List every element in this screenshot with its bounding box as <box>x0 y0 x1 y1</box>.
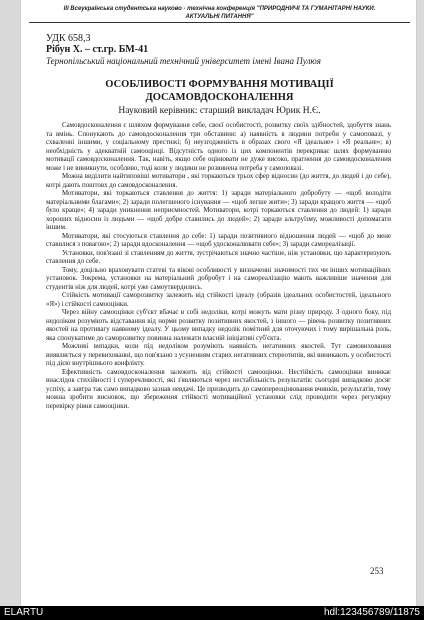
paragraph: Установки, пов'язані зі ставленням до життя, зустрічаються значно частіше, ніж установки, що характеризують ставлення до себе. <box>46 249 391 265</box>
article-title-line-1: ОСОБЛИВОСТІ ФОРМУВАННЯ МОТИВАЦІЇ <box>105 79 334 90</box>
scientific-supervisor: Науковий керівник: старший викладач Юрик Н.Є. <box>118 106 321 116</box>
author-name: Рібун Х. – ст.гр. БМ-41 <box>46 44 149 55</box>
conference-header-line-2: АКТУАЛЬНІ ПИТАННЯ" <box>185 13 254 20</box>
paragraph: Ефективність самовдосконалення залежить від стійкості самооцінки. Нестійкість самооцінки виникає внаслідок стихійності і суперечливості, які з'являються через нестабільність результатів: сьогодні випадково досяг успіху, а завтра так само випадково зазнав невдачі. Це призводить до самопереоцінювання вчинків, результатів, тому можна зробити висновок, що збереження стійкості мотиваційної установки слід проводити через регулярну перевірку рівня самооцінки. <box>46 368 391 410</box>
paragraph: Мотиватори, які стосуються ставлення до себе: 1) заради позитивного відношення людей — «щоб до мене ставилися з повагою»; 2) заради вдосконалення — «щоб удосконалювати себе»; 3) заради самореалізації. <box>46 232 391 248</box>
article-body <box>46 122 391 411</box>
document-page <box>20 0 417 606</box>
page-number: 253 <box>370 566 384 576</box>
paragraph: Тому, доцільно враховувати статеві та вікові особливості у визначенні значимості тих чи інших мотиваційних установок. Зокрема, установки на матеріальний добробут і на самореалізацію мають важливіше значення для студентів ніж для людей, котрі уже самоутвердились. <box>46 266 391 291</box>
article-title-line-2: ДОСАМОВДОСКОНАЛЕННЯ <box>145 92 294 103</box>
paragraph: Через війну самооцінки суб'єкт вбачає в собі недоліки, котрі можуть мати різну природу. З одного боку, під недоліком розуміють відставання від норми розвитку позитивних якостей, з іншого — рівень розвитку позитивних якостей на противагу наявному ідеалу. У цьому випадку недолік помітний для оточуючих і тому вирішальна роль, яка спонукатиме до саморозвитку повинна належати власній ініціативі суб'єкта. <box>46 309 391 342</box>
conference-header <box>29 6 410 23</box>
author-affiliation: Тернопільський національний технічний університет імені Івана Пулюя <box>46 56 321 66</box>
paragraph: Стійкість мотивації саморозвитку залежить від стійкості ідеалу (образів ідеальних особистостей, ідеального «Я») і стійкості самооцінки. <box>46 292 391 308</box>
repository-name: ELARTU <box>4 607 44 618</box>
repository-footer <box>0 606 424 620</box>
article-title <box>41 78 398 104</box>
udk-code: УДК 658,3 <box>46 33 91 44</box>
paragraph: Самовдосконалення є шляхом формування себе, своєї особистості, розвитку своїх здібностей, здобуття знань та вмінь. Спонукають до самовдосконалення три обставини: а) наявність в людини потреби у самоповазі, у схваленні іншими, у соціальному престижі; б) неузгодженість в образах свого «Я ідеальне» і «Я реальне»; в) необхідність у адекватній самооцінці. Відсутність одного із цих компонентів перекриває шлях формуванню мотивації самовдосконалення. Так, навіть, якщо себе оцінювати не дуже високо, прагнення до самовдосконалення може і не виникнути, особливо, тоді коли у людини не розвинена потреба у самоповазі. <box>46 122 391 172</box>
conference-header-line-1: III Всеукраїнська студентська науково - технічна конференція "ПРИРОДНИЧІ ТА ГУМАНІТАРНІ НАУКИ. <box>63 6 376 12</box>
paragraph: Можна виділити найтиповіші мотиватори , які торкаються трьох сфер відносин (до життя, до людей і до себе), котрі дають поштовх до самовдосконалення. <box>46 173 391 189</box>
paragraph: Можливі випадки, коли під недоліком розуміють наявність негативних якостей. Тут самовиховання виявляється у перевихованні, що пов'язано з усуненням старих негативних стереотипів, які виникають у особистості під дією внутрішнього конфлікту. <box>46 343 391 367</box>
handle-identifier[interactable]: hdl:123456789/11875 <box>323 607 420 618</box>
paragraph: Мотиватори, які торкаються ставлення до життя: 1) заради матеріального добробуту — «щоб володіти матеріальними благами»; 2) заради полегшеного існування — «щоб легше жити»; 3) заради кращого життя — «щоб було краще»; 4) заради уникнення неприємностей. Мотиватори, котрі торкаються ставлення до людей: 1) заради хороших відносин із людьми — «щоб добре ставились до людей»; 2) заради альтруїзму, можливості допомагати іншим. <box>46 190 391 231</box>
